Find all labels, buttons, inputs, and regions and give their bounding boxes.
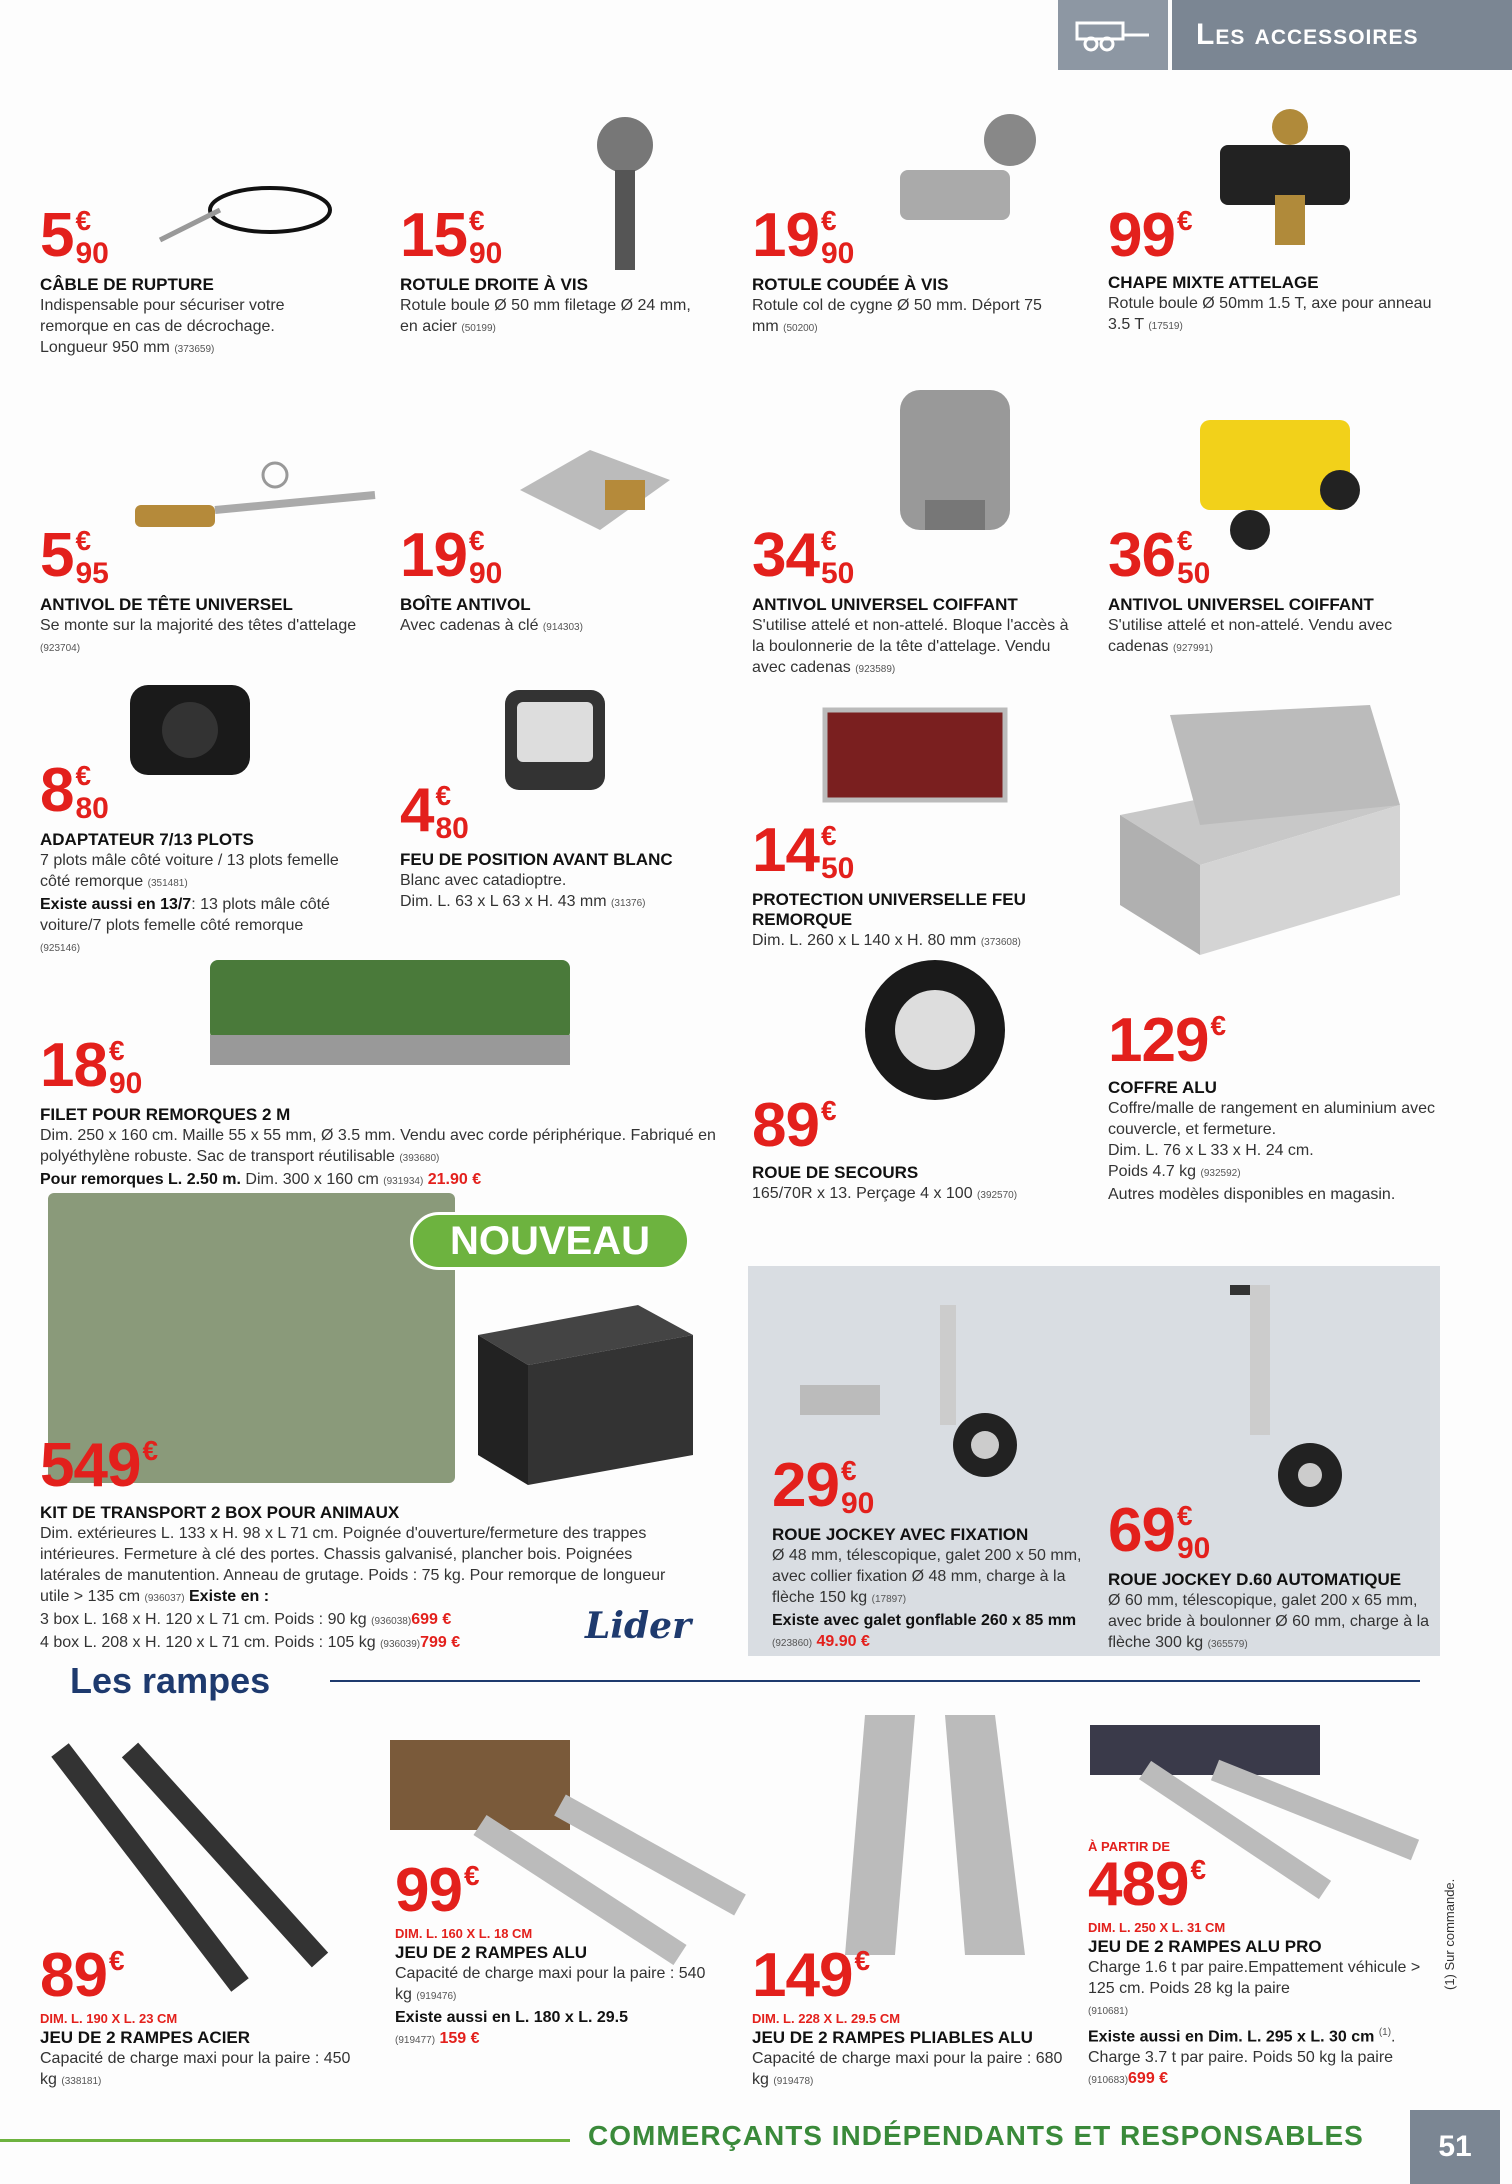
product-antivol-coiffant-1: [752, 521, 1082, 680]
price: 489 €: [1088, 1850, 1207, 1919]
new-badge: NOUVEAU: [410, 1212, 690, 1270]
product-name: ROUE DE SECOURS: [752, 1163, 919, 1182]
price: 69 € 90: [1108, 1496, 1211, 1565]
product-name: ROTULE DROITE À VIS: [400, 275, 588, 294]
price: 29 € 90: [772, 1451, 875, 1520]
product-adaptateur: [40, 756, 370, 959]
price: 18 € 90: [40, 1031, 143, 1100]
product-name: JEU DE 2 RAMPES ALU PRO: [1088, 1937, 1322, 1956]
product-desc: S'utilise attelé et non-attelé. Vendu avec cadenas (927991): [1108, 617, 1393, 655]
product-name: ROTULE COUDÉE À VIS: [752, 275, 949, 294]
price: 89 €: [752, 1091, 837, 1160]
footnote: (1) Sur commande.: [1442, 1878, 1457, 1990]
product-boite-antivol: [400, 521, 720, 638]
section-header: Les accessoires: [1172, 0, 1512, 70]
product-protection: [752, 816, 1082, 953]
product-desc: Rotule boule Ø 50mm 1.5 T, axe pour anneau 3.5 T (17519): [1108, 295, 1432, 333]
product-coffre: [1108, 1006, 1448, 1205]
product-name: ANTIVOL UNIVERSEL COIFFANT: [1108, 595, 1374, 614]
product-rotule-droite: [400, 201, 700, 339]
price: 549 €: [40, 1431, 159, 1500]
product-antivol-tete: [40, 521, 370, 659]
product-feu: [400, 776, 730, 914]
product-name: ANTIVOL DE TÊTE UNIVERSEL: [40, 595, 293, 614]
product-dim: DIM. L. 160 X L. 18 CM: [395, 1926, 533, 1941]
product-desc: Dim. extérieures L. 133 x H. 98 x L 71 cm. Poignée d'ouverture/fermeture des trappes intérieures. Fermeture à clé des portes. Chassis galvanisé, plancher bois. Poignées latérales de manutention. Anneau de grutage. Poids : 75 kg. Pour remorque de longueur utile > 135 cm (936037) Existe en : 3 box L. 168 x H. 120 x L 71 cm. Poids : 90 kg (936038)699 € 4 box L. 208 x H. 120 x L 71 cm. Poids : 105 kg (936039)799 €: [40, 1525, 666, 1651]
from-label: À PARTIR DE: [1088, 1839, 1171, 1854]
product-desc: Ø 48 mm, télescopique, galet 200 x 50 mm, avec collier fixation Ø 48 mm, charge à la flèche 150 kg (17897) Existe avec galet gonflable 260 x 85 mm (923860) 49.90 €: [772, 1547, 1082, 1650]
product-antivol-coiffant-2: [1108, 521, 1448, 659]
product-name: JEU DE 2 RAMPES PLIABLES ALU: [752, 2028, 1033, 2047]
product-rampes-acier: [40, 1941, 370, 2092]
price: 19 € 90: [752, 201, 855, 270]
product-desc: Coffre/malle de rangement en aluminium avec couvercle, et fermeture. Dim. L. 76 x L 33 x H. 24 cm. Poids 4.7 kg (932592) Autres modèles disponibles en magasin.: [1108, 1100, 1435, 1203]
price: 19 € 90: [400, 521, 503, 590]
product-desc: S'utilise attelé et non-attelé. Bloque l'accès à la boulonnerie de la tête d'attelage. Vendu avec cadenas (923589): [752, 617, 1069, 676]
product-rampes-alu: [395, 1856, 725, 2051]
price: 34 € 50: [752, 521, 855, 590]
product-desc: 7 plots mâle côté voiture / 13 plots femelle côté remorque (351481) Existe aussi en 13/7: 13 plots mâle côté voiture/7 plots femelle côté remorque (925146): [40, 852, 339, 954]
product-name: CHAPE MIXTE ATTELAGE: [1108, 273, 1319, 292]
page-number: 51: [1410, 2110, 1500, 2184]
product-name: CÂBLE DE RUPTURE: [40, 275, 214, 294]
product-dim: DIM. L. 250 X L. 31 CM: [1088, 1920, 1226, 1935]
product-desc: Se monte sur la majorité des têtes d'attelage (923704): [40, 617, 357, 654]
product-desc: Rotule boule Ø 50 mm filetage Ø 24 mm, en acier (50199): [400, 297, 691, 335]
trailer-icon: [1058, 0, 1168, 70]
price: 36 € 50: [1108, 521, 1211, 590]
product-name: FILET POUR REMORQUES 2 M: [40, 1105, 291, 1124]
price: 5 € 95: [40, 521, 109, 590]
product-jockey-2: [1108, 1496, 1438, 1655]
rampes-title: Les rampes: [70, 1660, 271, 1701]
light-cage-image: [815, 700, 1015, 810]
spare-wheel-image: [860, 955, 1010, 1105]
product-name: ANTIVOL UNIVERSEL COIFFANT: [752, 595, 1018, 614]
footer-divider: [0, 2139, 570, 2142]
product-roue: [752, 1091, 1082, 1206]
alu-box-image: [1110, 695, 1410, 965]
price: 8 € 80: [40, 756, 109, 825]
product-name: FEU DE POSITION AVANT BLANC: [400, 850, 673, 869]
product-rotule-coudee: [752, 201, 1072, 339]
product-name: ROUE JOCKEY D.60 AUTOMATIQUE: [1108, 1570, 1402, 1589]
product-desc: Rotule col de cygne Ø 50 mm. Déport 75 mm (50200): [752, 297, 1042, 335]
price: 15 € 90: [400, 201, 503, 270]
product-desc: Blanc avec catadioptre. Dim. L. 63 x L 63 x H. 43 mm (31376): [400, 872, 646, 910]
product-desc: Capacité de charge maxi pour la paire : 680 kg (919478): [752, 2050, 1063, 2088]
price: 4 € 80: [400, 776, 469, 845]
product-desc: Dim. 250 x 160 cm. Maille 55 x 55 mm, Ø 3.5 mm. Vendu avec corde périphérique. Fabriqué en polyéthylène robuste. Sac de transport réutilisable (393680) Pour remorques L. 2.50 m. Dim. 300 x 160 cm (931934) 21.90 €: [40, 1127, 716, 1188]
jockey-auto-image: [1220, 1275, 1360, 1515]
product-dim: DIM. L. 228 X L. 29.5 CM: [752, 2011, 901, 2026]
product-desc: Charge 1.6 t par paire.Empattement véhicule > 125 cm. Poids 28 kg la paire (910681) Existe aussi en Dim. L. 295 x L. 30 cm $^{(1)}$. Charge 3.7 t par paire. Poids 50 kg la paire (910683)699 €: [1088, 1959, 1421, 2088]
product-name: KIT DE TRANSPORT 2 BOX POUR ANIMAUX: [40, 1503, 400, 1522]
product-rampes-pro: [1088, 1835, 1428, 2091]
product-name: BOÎTE ANTIVOL: [400, 595, 531, 614]
product-chape: [1108, 201, 1438, 337]
price: 99 €: [1108, 201, 1193, 270]
folding-ramps-image: [825, 1705, 1055, 1965]
product-dim: DIM. L. 190 X L. 23 CM: [40, 2011, 178, 2026]
product-desc: Indispensable pour sécuriser votre remorque en cas de décrochage. Longueur 950 mm (373659): [40, 297, 285, 356]
product-name: PROTECTION UNIVERSELLE FEU REMORQUE: [752, 890, 1026, 929]
price: 149 €: [752, 1941, 871, 2010]
product-name: ADAPTATEUR 7/13 PLOTS: [40, 830, 254, 849]
product-name: COFFRE ALU: [1108, 1078, 1217, 1097]
product-jockey-1: [772, 1451, 1092, 1654]
product-desc: Dim. L. 260 x L 140 x H. 80 mm (373608): [752, 932, 1021, 949]
product-filet: [40, 1031, 720, 1192]
price: 129 €: [1108, 1006, 1227, 1075]
product-desc: Ø 60 mm, télescopique, galet 200 x 65 mm, avec bride à boulonner Ø 60 mm, charge à la flèche 300 kg (365579): [1108, 1592, 1430, 1651]
lider-logo: Lider: [585, 1605, 692, 1647]
product-cable: [40, 201, 340, 360]
product-desc: 165/70R x 13. Perçage 4 x 100 (392570): [752, 1185, 1018, 1202]
product-desc: Avec cadenas à clé (914303): [400, 617, 583, 634]
section-divider: [330, 1680, 1420, 1682]
product-rampes-pliables: [752, 1941, 1082, 2092]
product-name: JEU DE 2 RAMPES ALU: [395, 1943, 588, 1962]
product-desc: Capacité de charge maxi pour la paire : 450 kg (338181): [40, 2050, 351, 2088]
product-name: JEU DE 2 RAMPES ACIER: [40, 2028, 251, 2047]
price: 14 € 50: [752, 816, 855, 885]
product-desc: Capacité de charge maxi pour la paire : 540 kg (919476) Existe aussi en L. 180 x L. 29.5 (919477) 159 €: [395, 1965, 706, 2047]
footer-slogan: COMMERÇANTS INDÉPENDANTS ET RESPONSABLES: [588, 2120, 1364, 2151]
price: 99 €: [395, 1856, 480, 1925]
price: 89 €: [40, 1941, 125, 2010]
price: 5 € 90: [40, 201, 109, 270]
product-name: ROUE JOCKEY AVEC FIXATION: [772, 1525, 1029, 1544]
